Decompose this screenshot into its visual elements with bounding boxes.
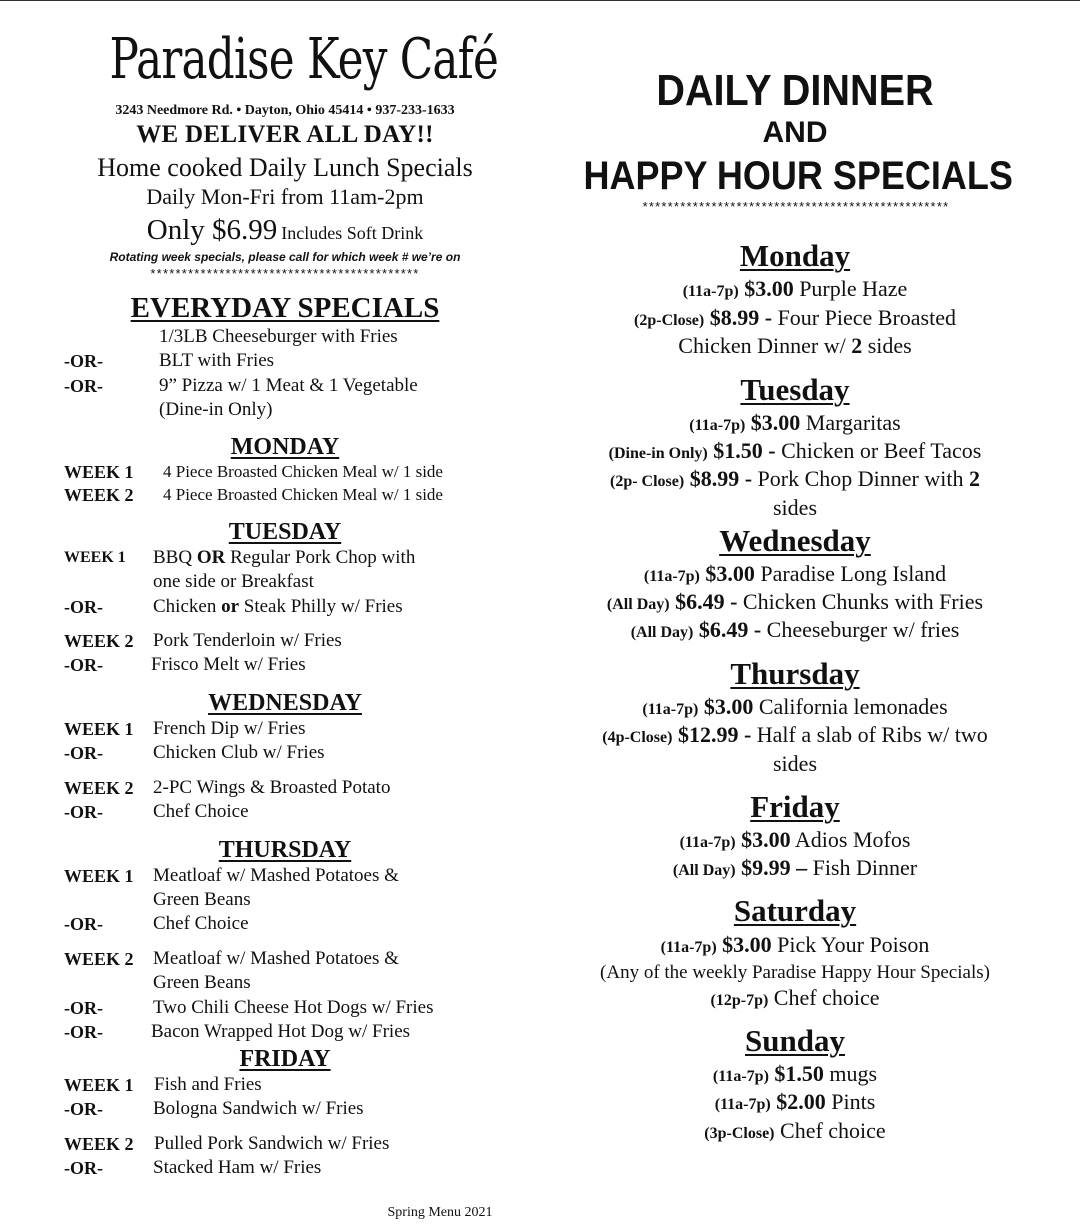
menu-row-text: Stacked Ham w/ Fries <box>153 1157 322 1178</box>
menu-row-label: -OR- <box>64 655 103 675</box>
dinner-title-and: AND <box>762 116 828 149</box>
menu-row-text: Chef Choice <box>153 801 249 822</box>
special-line: (11a-7p) $3.00 Adios Mofos <box>679 827 911 852</box>
special-line: (11a-7p) $1.50 mugs <box>712 1061 878 1086</box>
wednesday-heading: WEDNESDAY <box>208 690 362 716</box>
special-line: (Any of the weekly Paradise Happy Hour Specials) <box>600 962 990 983</box>
special-line: (11a-7p) $2.00 Pints <box>714 1089 876 1114</box>
menu-row-label: WEEK 2 <box>64 949 134 969</box>
menu-row-label: -OR- <box>64 351 103 371</box>
menu-row-text: Chicken or Steak Philly w/ Fries <box>153 596 403 617</box>
special-line: (All Day) $9.99 – Fish Dinner <box>672 855 918 880</box>
menu-row-text: Fish and Fries <box>154 1074 262 1095</box>
dinner-saturday-heading: Saturday <box>733 893 857 928</box>
special-line: (4p-Close) $12.99 - Half a slab of Ribs w/ two <box>602 722 988 747</box>
spring-menu-note: Spring Menu 2021 <box>387 1205 493 1220</box>
friday-heading: FRIDAY <box>239 1046 331 1072</box>
menu-row-text: Green Beans <box>153 972 251 993</box>
menu-row-text: 1/3LB Cheeseburger with Fries <box>159 326 398 347</box>
menu-row-label: WEEK 1 <box>64 549 126 566</box>
divider-stars-left: ******************************************* <box>150 266 420 281</box>
menu-row-text: Meatloaf w/ Mashed Potatoes & <box>153 948 399 969</box>
menu-row-text: BLT with Fries <box>159 350 275 371</box>
menu-row-label: -OR- <box>64 998 103 1018</box>
rotating-note: Rotating week specials, please call for which week # we’re on <box>109 250 461 264</box>
menu-row-label: -OR- <box>64 1099 103 1119</box>
special-line: (12p-7p) Chef choice <box>710 985 880 1010</box>
menu-row-text: 4 Piece Broasted Chicken Meal w/ 1 side <box>163 485 443 504</box>
happy-hour-title: HAPPY HOUR SPECIALS <box>583 154 1013 198</box>
special-line: (11a-7p) $3.00 Purple Haze <box>682 276 908 301</box>
special-line: (11a-7p) $3.00 Pick Your Poison <box>660 932 930 957</box>
menu-row-label: WEEK 1 <box>64 866 134 886</box>
tuesday-heading: TUESDAY <box>228 519 342 545</box>
dinner-monday-heading: Monday <box>739 238 851 273</box>
menu-row-text: Chef Choice <box>153 913 249 934</box>
menu-row-label: WEEK 1 <box>64 719 134 739</box>
dinner-thursday-heading: Thursday <box>730 656 860 691</box>
special-line: (All Day) $6.49 - Cheeseburger w/ fries <box>630 617 960 642</box>
dinner-tuesday-heading: Tuesday <box>740 372 850 407</box>
menu-row-label: WEEK 2 <box>64 631 134 651</box>
menu-row-label: WEEK 1 <box>64 462 134 482</box>
menu-row-text: 2-PC Wings & Broasted Potato <box>153 777 391 798</box>
menu-row-label: WEEK 2 <box>64 485 134 505</box>
monday-heading: MONDAY <box>230 434 340 460</box>
menu-row-label: -OR- <box>64 376 103 396</box>
menu-row-label: -OR- <box>64 914 103 934</box>
menu-row-label: WEEK 1 <box>64 1075 134 1095</box>
menu-row-text: 4 Piece Broasted Chicken Meal w/ 1 side <box>163 462 443 481</box>
dinner-friday-heading: Friday <box>750 789 840 824</box>
lunch-hours: Daily Mon-Fri from 11am-2pm <box>146 184 424 209</box>
cafe-name: Paradise Key Café <box>109 27 499 92</box>
menu-row-label: -OR- <box>64 743 103 763</box>
special-line: sides <box>773 751 817 776</box>
dinner-wednesday-heading: Wednesday <box>719 523 871 558</box>
special-line: (11a-7p) $3.00 California lemonades <box>642 694 948 719</box>
menu-row-text: one side or Breakfast <box>153 571 314 592</box>
special-line: (2p-Close) $8.99 - Four Piece Broasted <box>634 305 956 330</box>
special-line: (11a-7p) $3.00 Paradise Long Island <box>643 561 947 586</box>
menu-row-text: Frisco Melt w/ Fries <box>151 654 306 675</box>
menu-row-text: 9” Pizza w/ 1 Meat & 1 Vegetable <box>159 375 418 396</box>
everyday-specials-heading: EVERYDAY SPECIALS <box>130 292 440 324</box>
special-line: (3p-Close) Chef choice <box>704 1118 886 1143</box>
lunch-price <box>40 213 530 252</box>
special-line: Chicken Dinner w/ 2 sides <box>678 333 912 358</box>
menu-row-text: Bacon Wrapped Hot Dog w/ Fries <box>151 1021 411 1042</box>
menu-row-text: French Dip w/ Fries <box>153 718 306 739</box>
menu-row-label: -OR- <box>64 1022 103 1042</box>
price-note: Includes Soft Drink <box>281 223 424 243</box>
menu-row-text: Two Chili Cheese Hot Dogs w/ Fries <box>153 997 434 1018</box>
menu-row-text: (Dine-in Only) <box>159 399 273 420</box>
menu-row-text: Green Beans <box>153 889 251 910</box>
menu-row-text: Pork Tenderloin w/ Fries <box>153 630 342 651</box>
dinner-sunday-heading: Sunday <box>745 1023 845 1058</box>
menu-row-label: WEEK 2 <box>64 778 134 798</box>
menu-row-text: Bologna Sandwich w/ Fries <box>153 1098 364 1119</box>
address: 3243 Needmore Rd. • Dayton, Ohio 45414 • 937-233-1633 <box>115 103 455 118</box>
menu-row-text: BBQ OR Regular Pork Chop with <box>153 547 416 568</box>
special-line: sides <box>773 495 817 520</box>
lunch-specials-title: Home cooked Daily Lunch Specials <box>97 153 473 182</box>
price-main: Only $6.99 <box>146 214 278 246</box>
menu-row-label: WEEK 2 <box>64 1134 134 1154</box>
menu-row-label: -OR- <box>64 802 103 822</box>
menu-row-label: -OR- <box>64 1158 103 1178</box>
divider-stars-right: ************************************************* <box>642 199 950 214</box>
dinner-title: DAILY DINNER <box>656 66 934 115</box>
thursday-heading: THURSDAY <box>218 837 352 863</box>
special-line: (All Day) $6.49 - Chicken Chunks with Fries <box>606 589 984 614</box>
special-line: (Dine-in Only) $1.50 - Chicken or Beef Tacos <box>608 438 982 463</box>
menu-row-text: Pulled Pork Sandwich w/ Fries <box>154 1133 390 1154</box>
special-line: (11a-7p) $3.00 Margaritas <box>689 410 901 435</box>
special-line: (2p- Close) $8.99 - Pork Chop Dinner with 2 <box>610 466 980 491</box>
delivery-banner: WE DELIVER ALL DAY!! <box>136 121 434 148</box>
menu-row-text: Chicken Club w/ Fries <box>153 742 325 763</box>
menu-row-label: -OR- <box>64 597 103 617</box>
menu-row-text: Meatloaf w/ Mashed Potatoes & <box>153 865 399 886</box>
